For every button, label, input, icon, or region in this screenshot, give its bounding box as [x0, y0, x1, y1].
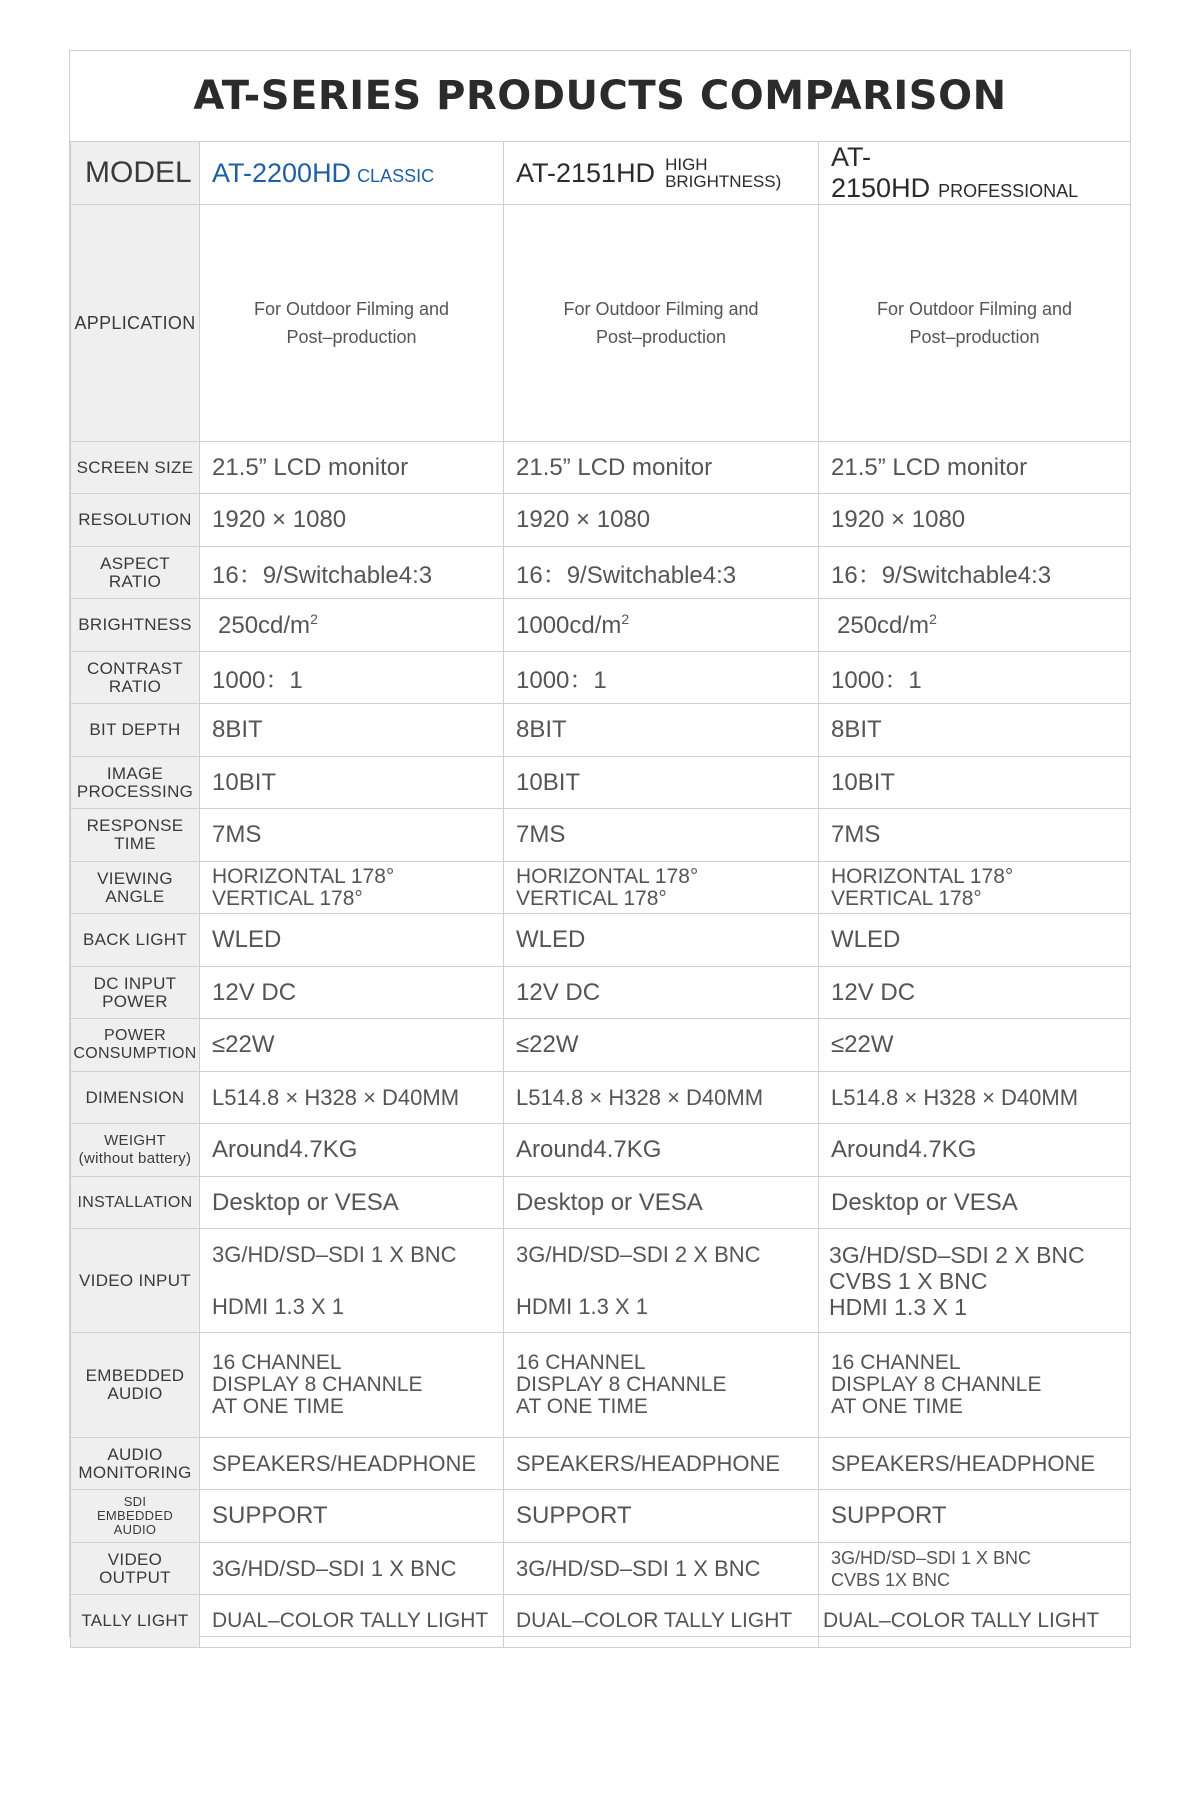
row-label: DC INPUT POWER: [71, 967, 200, 1019]
cell-value: 3G/HD/SD–SDI 2 X BNC HDMI 1.3 X 1: [504, 1229, 819, 1333]
cell-value: HORIZONTAL 178° VERTICAL 178°: [819, 862, 1131, 914]
cell-value: Around4.7KG: [200, 1124, 504, 1177]
cell-value: Around4.7KG: [819, 1124, 1131, 1177]
cell-value: 8BIT: [819, 704, 1131, 757]
cell-value: HORIZONTAL 178° VERTICAL 178°: [200, 862, 504, 914]
cell-value: 10BIT: [819, 757, 1131, 809]
cell-value: [200, 599, 504, 652]
row-embedded-audio: [71, 1333, 1131, 1438]
row-resolution: [71, 494, 1131, 547]
cell-value: 1920 × 1080: [504, 494, 819, 547]
row-label: APPLICATION: [71, 205, 200, 442]
cell-value: L514.8 × H328 × D40MM: [504, 1072, 819, 1124]
cell-value: SPEAKERS/HEADPHONE: [200, 1438, 504, 1490]
row-label: WEIGHT (without battery): [71, 1124, 200, 1177]
page-title: AT-SERIES PRODUCTS COMPARISON: [70, 51, 1130, 142]
superscript: 2: [310, 610, 318, 627]
model-header-3: [819, 142, 1131, 205]
cell-value: 16 CHANNEL DISPLAY 8 CHANNLE AT ONE TIME: [200, 1333, 504, 1438]
value-text: 1000cd/m: [516, 611, 622, 639]
row-label: RESPONSE TIME: [71, 809, 200, 862]
cell-value: DUAL–COLOR TALLY LIGHT: [504, 1595, 819, 1648]
cell-value: Desktop or VESA: [504, 1177, 819, 1229]
row-response-time: [71, 809, 1131, 862]
model-header-1: [200, 142, 504, 205]
cell-value: [504, 599, 819, 652]
row-viewing-angle: [71, 862, 1131, 914]
row-label: ASPECT RATIO: [71, 547, 200, 599]
cell-value: SPEAKERS/HEADPHONE: [504, 1438, 819, 1490]
cell-value: 7MS: [200, 809, 504, 862]
cell-value: WLED: [819, 914, 1131, 967]
row-installation: [71, 1177, 1131, 1229]
row-audio-monitoring: [71, 1438, 1131, 1490]
row-label: BRIGHTNESS: [71, 599, 200, 652]
cell-value: ≤22W: [819, 1019, 1131, 1072]
cell-value: 21.5” LCD monitor: [504, 442, 819, 494]
row-label: VIDEO INPUT: [71, 1229, 200, 1333]
cell-value: 16：9/Switchable4:3: [200, 547, 504, 599]
row-back-light: [71, 914, 1131, 967]
cell-value: 10BIT: [504, 757, 819, 809]
row-label: SDI EMBEDDED AUDIO: [71, 1490, 200, 1543]
row-label: EMBEDDED AUDIO: [71, 1333, 200, 1438]
superscript: 2: [621, 610, 630, 627]
cell-value: Desktop or VESA: [200, 1177, 504, 1229]
row-power-consumption: [71, 1019, 1131, 1072]
row-tally-light: [71, 1595, 1131, 1648]
row-label: SCREEN SIZE: [71, 442, 200, 494]
cell-value: 10BIT: [200, 757, 504, 809]
comparison-sheet: [69, 50, 1131, 1637]
cell-value: 1920 × 1080: [819, 494, 1131, 547]
row-image-processing: [71, 757, 1131, 809]
cell-value: 3G/HD/SD–SDI 1 X BNC: [504, 1543, 819, 1595]
cell-value: 1000：1: [504, 652, 819, 704]
cell-value: 16：9/Switchable4:3: [819, 547, 1131, 599]
row-label: VIDEO OUTPUT: [71, 1543, 200, 1595]
comparison-table: [70, 141, 1131, 1648]
cell-value: 7MS: [819, 809, 1131, 862]
cell-value: 3G/HD/SD–SDI 1 X BNC HDMI 1.3 X 1: [200, 1229, 504, 1333]
cell-value: ≤22W: [504, 1019, 819, 1072]
value-text: 250cd/m: [837, 611, 930, 639]
row-sdi-embedded-audio: [71, 1490, 1131, 1543]
cell-value: 21.5” LCD monitor: [200, 442, 504, 494]
cell-value: SPEAKERS/HEADPHONE: [819, 1438, 1131, 1490]
cell-value: 16 CHANNEL DISPLAY 8 CHANNLE AT ONE TIME: [819, 1333, 1131, 1438]
cell-value: 3G/HD/SD–SDI 2 X BNC CVBS 1 X BNC HDMI 1.3 X 1: [819, 1229, 1131, 1333]
cell-value: 21.5” LCD monitor: [819, 442, 1131, 494]
row-label: DIMENSION: [71, 1072, 200, 1124]
model-variant: CLASSIC: [357, 165, 435, 186]
row-label: VIEWING ANGLE: [71, 862, 200, 914]
superscript: 2: [929, 610, 937, 627]
model-name: AT-2151HD: [516, 157, 656, 188]
model-name: AT-2200HD: [212, 157, 352, 188]
row-label: AUDIO MONITORING: [71, 1438, 200, 1490]
cell-value: 16 CHANNEL DISPLAY 8 CHANNLE AT ONE TIME: [504, 1333, 819, 1438]
cell-value: WLED: [504, 914, 819, 967]
cell-value: DUAL–COLOR TALLY LIGHT: [200, 1595, 504, 1648]
row-aspect-ratio: [71, 547, 1131, 599]
header-row: [71, 142, 1131, 205]
cell-value: 12V DC: [504, 967, 819, 1019]
cell-value: Desktop or VESA: [819, 1177, 1131, 1229]
row-label: POWER CONSUMPTION: [71, 1019, 200, 1072]
cell-value: HORIZONTAL 178° VERTICAL 178°: [504, 862, 819, 914]
cell-value: 12V DC: [200, 967, 504, 1019]
row-label: BACK LIGHT: [71, 914, 200, 967]
row-application: [71, 205, 1131, 442]
cell-value: 3G/HD/SD–SDI 1 X BNC CVBS 1X BNC: [819, 1543, 1131, 1595]
row-screen-size: [71, 442, 1131, 494]
row-brightness: [71, 599, 1131, 652]
model-variant: HIGH BRIGHTNESS): [665, 155, 782, 191]
cell-value: L514.8 × H328 × D40MM: [819, 1072, 1131, 1124]
cell-value: 12V DC: [819, 967, 1131, 1019]
row-label: INSTALLATION: [71, 1177, 200, 1229]
cell-value: WLED: [200, 914, 504, 967]
model-variant: PROFESSIONAL: [938, 181, 1079, 201]
model-header-2: [504, 142, 819, 205]
row-weight: [71, 1124, 1131, 1177]
model-name: AT-2150HD: [831, 142, 931, 203]
cell-value: 1920 × 1080: [200, 494, 504, 547]
row-dc-input-power: [71, 967, 1131, 1019]
row-label: CONTRAST RATIO: [71, 652, 200, 704]
cell-value: DUAL–COLOR TALLY LIGHT: [819, 1595, 1131, 1648]
row-dimension: [71, 1072, 1131, 1124]
value-text: 250cd/m: [218, 611, 311, 639]
cell-value: [819, 599, 1131, 652]
cell-value: SUPPORT: [819, 1490, 1131, 1543]
cell-value: For Outdoor Filming and Post–production: [200, 205, 504, 442]
cell-value: L514.8 × H328 × D40MM: [200, 1072, 504, 1124]
cell-value: SUPPORT: [504, 1490, 819, 1543]
cell-value: 3G/HD/SD–SDI 1 X BNC: [200, 1543, 504, 1595]
row-video-output: [71, 1543, 1131, 1595]
cell-value: SUPPORT: [200, 1490, 504, 1543]
cell-value: 1000：1: [819, 652, 1131, 704]
model-label: MODEL: [71, 142, 200, 205]
cell-value: ≤22W: [200, 1019, 504, 1072]
row-label: RESOLUTION: [71, 494, 200, 547]
row-label: BIT DEPTH: [71, 704, 200, 757]
row-label: IMAGE PROCESSING: [71, 757, 200, 809]
cell-value: For Outdoor Filming and Post–production: [504, 205, 819, 442]
cell-value: 1000：1: [200, 652, 504, 704]
row-video-input: [71, 1229, 1131, 1333]
cell-value: 7MS: [504, 809, 819, 862]
cell-value: 8BIT: [504, 704, 819, 757]
row-contrast-ratio: [71, 652, 1131, 704]
row-bit-depth: [71, 704, 1131, 757]
cell-value: For Outdoor Filming and Post–production: [819, 205, 1131, 442]
row-label: TALLY LIGHT: [71, 1595, 200, 1648]
cell-value: 16：9/Switchable4:3: [504, 547, 819, 599]
cell-value: 8BIT: [200, 704, 504, 757]
cell-value: Around4.7KG: [504, 1124, 819, 1177]
